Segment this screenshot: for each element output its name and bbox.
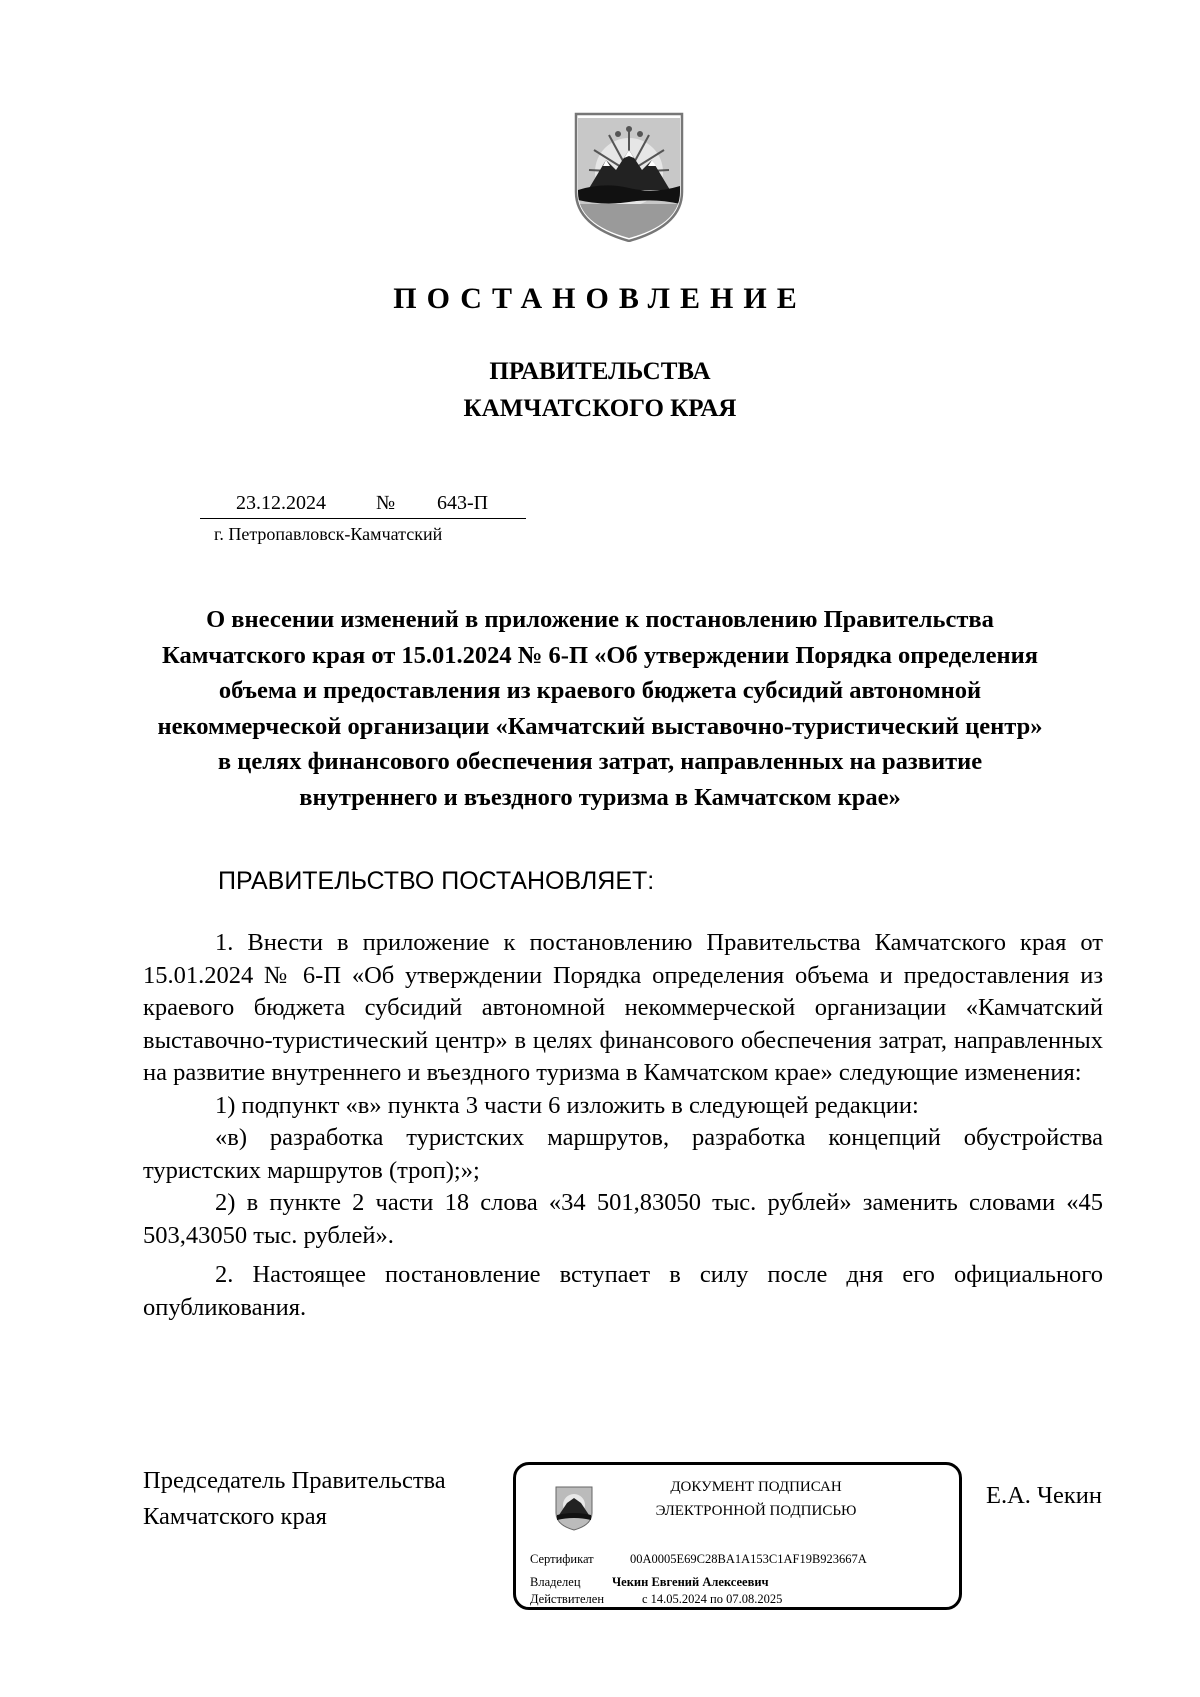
paragraph-1-sub-1-text: «в) разработка туристских маршрутов, разработка концепций обустройства туристских маршрутов (троп);»; xyxy=(143,1124,1103,1184)
document-number: 643-П xyxy=(437,492,489,514)
issuer-name xyxy=(0,353,1200,427)
electronic-signature-stamp xyxy=(513,1462,962,1610)
certificate-value: 00A0005E69C28BA1A153C1AF19B923667A xyxy=(630,1552,867,1566)
issuer-line-2: КАМЧАТСКОГО КРАЯ xyxy=(463,395,737,422)
validity-label: Действителен xyxy=(530,1592,605,1606)
validity-value: с 14.05.2024 по 07.08.2025 xyxy=(642,1592,783,1606)
coat-of-arms-emblem xyxy=(574,112,684,242)
issue-city: г. Петропавловск-Камчатский xyxy=(214,524,443,544)
paragraph-1-sub-2: 2) в пункте 2 части 18 слова «34 501,83050 тыс. рублей» заменить словами «45 503,43050 тыс. рублей». xyxy=(143,1189,1103,1249)
emblem-icon xyxy=(554,1485,594,1531)
paragraph-1-sub-1: 1) подпункт «в» пункта 3 части 6 изложить в следующей редакции: xyxy=(215,1091,919,1119)
paragraph-2: 2. Настоящее постановление вступает в силу после дня его официального опубликования. xyxy=(143,1261,1103,1321)
certificate-label: Сертификат xyxy=(530,1552,594,1566)
date-number-line xyxy=(200,490,526,519)
document-date: 23.12.2024 xyxy=(236,492,326,514)
owner-value: Чекин Евгений Алексеевич xyxy=(612,1575,769,1589)
stamp-line-1: ДОКУМЕНТ ПОДПИСАН xyxy=(670,1479,842,1495)
stamp-header xyxy=(606,1475,906,1523)
number-sign: № xyxy=(376,492,396,514)
paragraph-1: 1. Внести в приложение к постановлению Правительства Камчатского края от 15.01.2024 № 6-П «Об утверждении Порядка определения объема и предоставления из краевого бюджета субсидий автономной некоммерческой организации «Камчатский выставочно-туристический центр» в целях финансового обеспечения затрат, направленных на развитие внутреннего и въездного туризма в Камчатском крае» следующие изменения: xyxy=(143,929,1103,1086)
document-title: ПОСТАНОВЛЕНИЕ xyxy=(393,282,807,315)
signer-name: Е.А. Чекин xyxy=(986,1482,1102,1509)
signer-position-line-2: Камчатского края xyxy=(143,1503,327,1530)
resolves-line: ПРАВИТЕЛЬСТВО ПОСТАНОВЛЯЕТ: xyxy=(218,867,655,895)
document-heading: О внесении изменений в приложение к постановлению Правительства Камчатского края от 15.01.2024 № 6-П «Об утверждении Порядка определения объема и предоставления из краевого бюджета субсидий автономной некоммерческой организации «Камчатский выставочно-туристический центр» в целях финансового обеспечения затрат, направленных на развитие внутреннего и въездного туризма в Камчатском крае» xyxy=(157,606,1043,811)
owner-label: Владелец xyxy=(530,1575,581,1589)
signer-position-line-1: Председатель Правительства xyxy=(143,1467,446,1494)
document-body xyxy=(143,927,1103,1324)
issuer-line-1: ПРАВИТЕЛЬСТВА xyxy=(489,358,711,385)
stamp-line-2: ЭЛЕКТРОННОЙ ПОДПИСЬЮ xyxy=(655,1503,857,1519)
signer-position xyxy=(143,1463,446,1535)
